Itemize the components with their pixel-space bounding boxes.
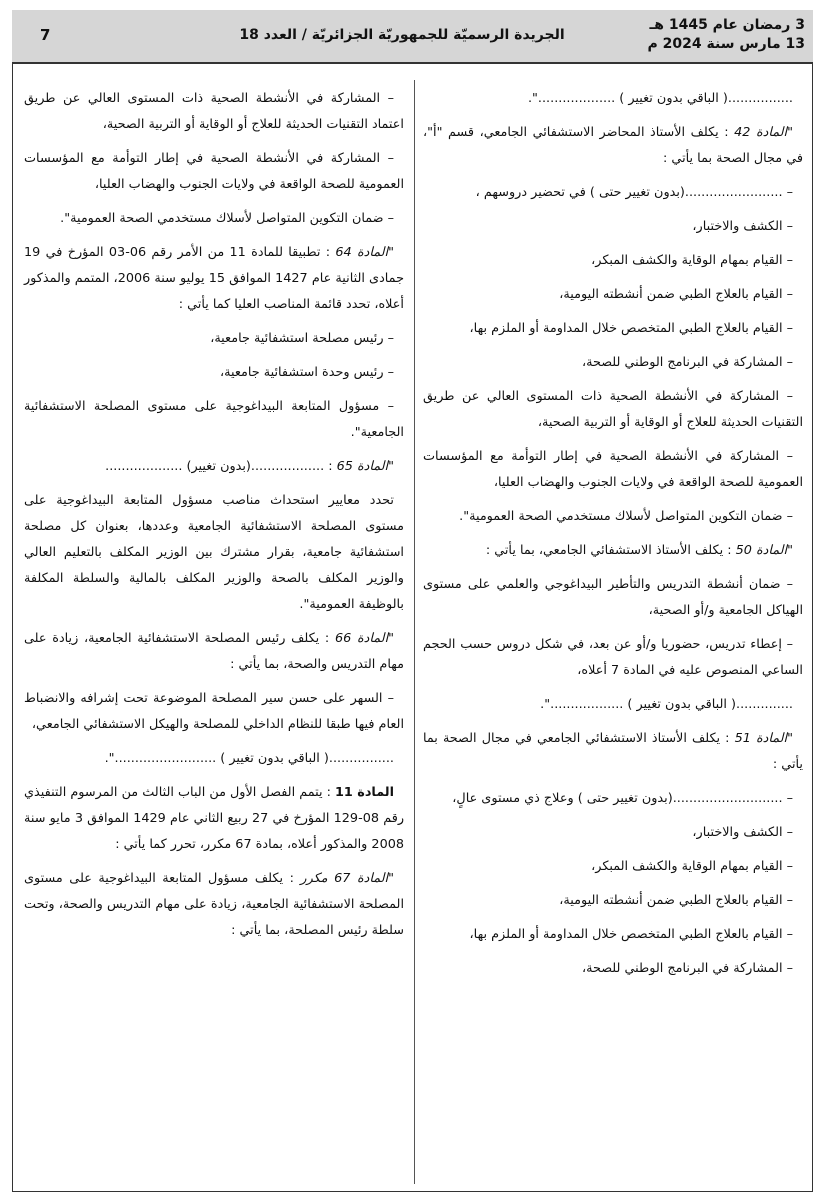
list-item: – القيام بالعلاج الطبي المتخصص خلال المداومة أو الملزم بها، — [469, 927, 793, 942]
list-item: – السهر على حسن سير المصلحة الموضوعة تحت إشرافه والانضباط العام فيها طبقا للنظام الداخلي للمصلحة والهيكل الاستشفائي الجامعي، — [24, 691, 404, 732]
list-item: – المشاركة في الأنشطة الصحية في إطار التوأمة مع المؤسسات العمومية للصحة الواقعة في ولايات الجنوب والهضاب العليا، — [423, 449, 803, 490]
list-item: – الكشف والاختبار، — [692, 219, 793, 234]
right-column — [423, 86, 803, 990]
article-paragraph — [24, 626, 404, 678]
article-label: "المادة 64 — [335, 245, 395, 260]
article-paragraph — [423, 726, 803, 778]
article-text: : يكلف الأستاذ الاستشفائي الجامعي، بما يأتي : — [485, 543, 736, 558]
article-paragraph — [24, 866, 404, 944]
article-paragraph — [24, 454, 404, 480]
list-item: – القيام بالعلاج الطبي المتخصص خلال المداومة أو الملزم بها، — [469, 321, 793, 336]
article-text: : يكلف الأستاذ المحاضر الاستشفائي الجامعي، قسم "أ"، في مجال الصحة بما يأتي : — [423, 125, 803, 166]
date-hijri: 3 رمضان عام 1445 هـ — [649, 17, 805, 33]
page-header — [12, 10, 813, 64]
article-text: : يتمم الفصل الأول من الباب الثالث من المرسوم التنفيذي رقم 08-129 المؤرخ في 27 ربيع الثاني عام 1429 الموافق 3 مايو سنة 2008 والمذكور أعلاه، بمادة 67 مكرر، تحرر كما يأتي : — [24, 785, 405, 852]
issue-date — [648, 16, 806, 54]
article-paragraph — [24, 780, 404, 858]
article-text: : يكلف مسؤول المتابعة البيداغوجية على مستوى المصلحة الاستشفائية الجامعية، زيادة على مهام التدريس والصحة، وتحت سلطة رئيس المصلحة، بما يأتي : — [24, 871, 404, 938]
article-label: "المادة 50 — [735, 543, 793, 558]
paragraph: ..............( الباقي بدون تغيير ) ..................". — [540, 697, 793, 712]
article-text: : ..................(بدون تغيير) ................... — [105, 459, 337, 474]
left-column — [24, 86, 404, 952]
list-item: – القيام بمهام الوقاية والكشف المبكر، — [591, 253, 793, 268]
list-item: – ضمان التكوين المتواصل لأسلاك مستخدمي الصحة العمومية". — [60, 211, 394, 226]
paragraph: ................( الباقي بدون تغيير ) .........................". — [104, 751, 394, 766]
list-item: – المشاركة في الأنشطة الصحية ذات المستوى العالي عن طريق اعتماد التقنيات الحديثة للعلاج أو الوقاية أو التربية الصحية، — [24, 91, 404, 132]
paragraph: ................( الباقي بدون تغيير ) ...................". — [527, 91, 793, 106]
paragraph: – ...........................(بدون تغيير حتى ) وعلاج ذي مستوى عالٍ، — [452, 791, 793, 806]
list-item: – المشاركة في الأنشطة الصحية في إطار التوأمة مع المؤسسات العمومية للصحة الواقعة في ولايات الجنوب والهضاب العليا، — [24, 151, 404, 192]
list-item: – القيام بالعلاج الطبي ضمن أنشطته اليومية، — [559, 287, 793, 302]
column-divider — [414, 80, 415, 1184]
list-item: – المشاركة في الأنشطة الصحية ذات المستوى العالي عن طريق التقنيات الحديثة للعلاج أو الوقاية أو التربية الصحية، — [423, 389, 803, 430]
article-text: : تطبيقا للمادة 11 من الأمر رقم 06-03 المؤرخ في 19 جمادى الثانية عام 1427 الموافق 15 يوليو سنة 2006، المتمم والمذكور أعلاه، تحدد قائمة المناصب العليا كما يأتي : — [24, 245, 404, 312]
paragraph: – ........................(بدون تغيير حتى ) في تحضير دروسهم ، — [475, 185, 793, 200]
article-label: "المادة 42 — [734, 125, 794, 140]
list-item: – رئيس مصلحة استشفائية جامعية، — [210, 331, 394, 346]
list-item: – ضمان أنشطة التدريس والتأطير البيداغوجي والعلمي على مستوى الهياكل الجامعية و/أو الصحية، — [423, 577, 803, 618]
paragraph: تحدد معايير استحداث مناصب مسؤول المتابعة البيداغوجية على مستوى المصلحة الاستشفائية الجامعية وعددها، بعنوان كل مصلحة استشفائية جامعية، بقرار مشترك بين الوزير المكلف بالتعليم العالي والوزير المكلف بالصحة والوزير المكلف بالمالية والسلطة المكلفة بالوظيفة العمومية". — [24, 493, 404, 612]
date-gregorian: 13 مارس سنة 2024 م — [647, 36, 805, 52]
article-label: المادة 11 — [335, 785, 394, 800]
article-label: "المادة 65 — [336, 459, 394, 474]
article-paragraph — [24, 240, 404, 318]
article-text: : يكلف رئيس المصلحة الاستشفائية الجامعية، زيادة على مهام التدريس والصحة، بما يأتي : — [24, 631, 404, 672]
list-item: – القيام بالعلاج الطبي ضمن أنشطته اليومية، — [559, 893, 793, 908]
list-item: – المشاركة في البرنامج الوطني للصحة، — [581, 355, 793, 370]
article-text: : يكلف الأستاذ الاستشفائي الجامعي في مجال الصحة بما يأتي : — [423, 731, 803, 772]
article-label: "المادة 66 — [334, 631, 395, 646]
article-label: "المادة 67 مكرر — [300, 871, 394, 886]
list-item: – رئيس وحدة استشفائية جامعية، — [219, 365, 394, 380]
list-item: – الكشف والاختبار، — [692, 825, 793, 840]
article-paragraph — [423, 120, 803, 172]
list-item: – مسؤول المتابعة البيداغوجية على مستوى المصلحة الاستشفائية الجامعية". — [24, 399, 404, 440]
list-item: – إعطاء تدريس، حضوريا و/أو عن بعد، في شكل دروس حسب الحجم الساعي المنصوص عليه في المادة 7 أعلاه، — [423, 637, 803, 678]
list-item: – ضمان التكوين المتواصل لأسلاك مستخدمي الصحة العمومية". — [459, 509, 793, 524]
page-number: 7 — [40, 26, 51, 44]
article-label: "المادة 51 — [734, 731, 793, 746]
list-item: – المشاركة في البرنامج الوطني للصحة، — [581, 961, 793, 976]
article-paragraph — [423, 538, 803, 564]
gazette-title: الجريدة الرسميّة للجمهوريّة الجزائريّة / العدد 18 — [239, 27, 565, 43]
list-item: – القيام بمهام الوقاية والكشف المبكر، — [591, 859, 793, 874]
